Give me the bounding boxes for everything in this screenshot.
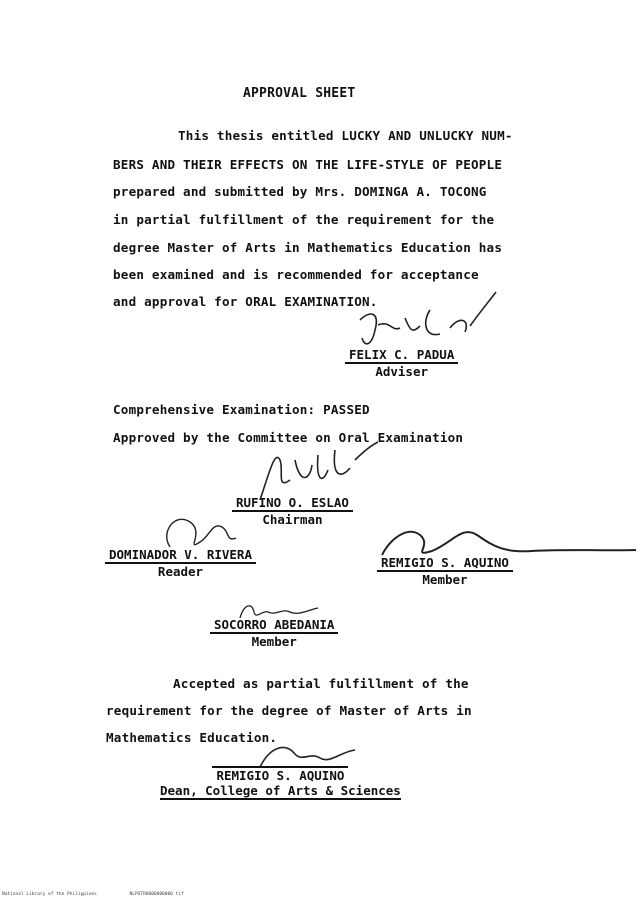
reader-signature-block (105, 547, 256, 579)
member2-role: Member (251, 634, 297, 649)
reader-role: Reader (157, 564, 204, 579)
adviser-name: FELIX C. PADUA (345, 347, 458, 364)
dean-name: REMIGIO S. AQUINO (212, 766, 348, 783)
page-title: APPROVAL SHEET (243, 86, 356, 101)
member2-signature-block (210, 617, 338, 649)
body-line-3: prepared and submitted by Mrs. DOMINGA A. TOCONG (113, 184, 487, 199)
body-line-2: BERS AND THEIR EFFECTS ON THE LIFE-STYLE OF PEOPLE (113, 157, 503, 172)
body-line-6: been examined and is recommended for acceptance (113, 267, 479, 282)
scan-footer (2, 892, 214, 897)
body-line-7: and approval for ORAL EXAMINATION. (113, 294, 378, 309)
comprehensive-exam: Comprehensive Examination: PASSED (113, 402, 370, 417)
member1-signature-block (377, 555, 513, 587)
chairman-name: RUFINO O. ESLAO (232, 495, 353, 512)
approved-by-line: Approved by the Committee on Oral Examination (113, 430, 464, 445)
member1-name: REMIGIO S. AQUINO (377, 555, 513, 572)
accepted-line-2: requirement for the degree of Master of Arts in (106, 703, 472, 718)
accepted-line-3: Mathematics Education. (106, 730, 278, 745)
body-line-4: in partial fulfillment of the requirement for the (113, 212, 495, 227)
member1-role: Member (422, 572, 468, 587)
accepted-line-1: Accepted as partial fulfillment of the (173, 676, 469, 691)
adviser-signature-block (345, 347, 458, 379)
footer-file: NLPGTR0000000000 tif (129, 892, 184, 897)
body-line-5: degree Master of Arts in Mathematics Education has (113, 240, 503, 255)
footer-library: National Library of the Philippines (2, 892, 97, 897)
chairman-signature-block (232, 495, 353, 527)
member2-name: SOCORRO ABEDANIA (210, 617, 338, 634)
dean-signature-block (160, 766, 401, 800)
adviser-role: Adviser (375, 364, 429, 379)
body-line-1: This thesis entitled LUCKY AND UNLUCKY NUM- (178, 128, 513, 143)
reader-name: DOMINADOR V. RIVERA (105, 547, 256, 564)
chairman-role: Chairman (262, 512, 323, 527)
dean-role: Dean, College of Arts & Sciences (160, 783, 401, 798)
